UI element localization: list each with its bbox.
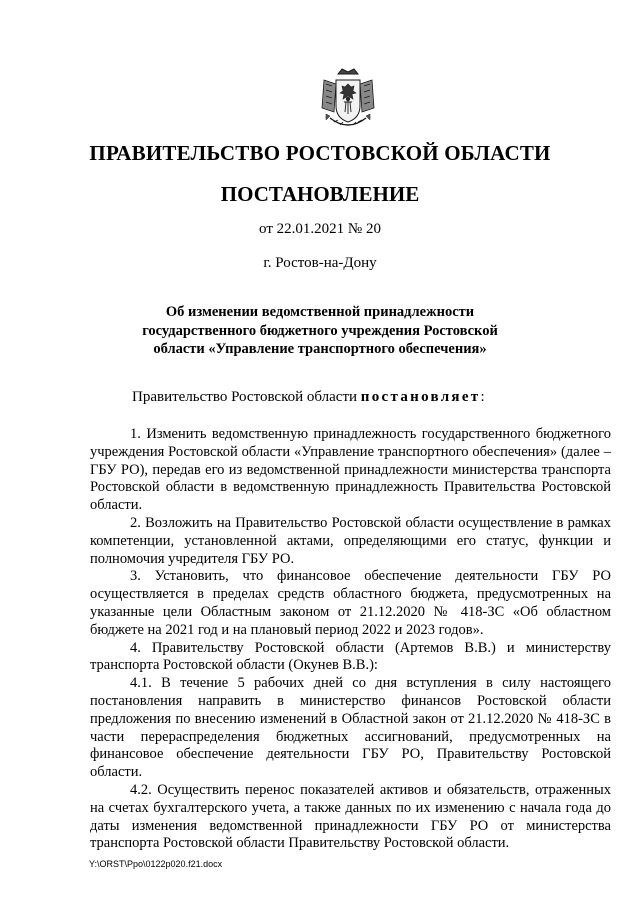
paragraph-4-2: 4.2. Осуществить перенос показателей активов и обязательств, отраженных на счетах бухгалтерского учета, а также данных по их изменению с начала года до даты изменения ведомственной принадлежности ГБУ РО от министерства транспорта Ростовской области Правительству Ростовской области. bbox=[90, 781, 611, 852]
document-body bbox=[90, 426, 611, 853]
paragraph-4: 4. Правительству Ростовской области (Артемов В.В.) и министерству транспорта Ростовской области (Окунев В.В.): bbox=[90, 639, 611, 674]
subject-line: государственного бюджетного учреждения Ростовской bbox=[142, 322, 498, 339]
paragraph-4-1: 4.1. В течение 5 рабочих дней со дня вступления в силу настоящего постановления направить в министерство финансов Ростовской области предложения по внесению изменений в Областной закон от 21.12.2020 № 418-ЗС в части перераспределения бюджетных ассигнований, предусмотренных на финансовое обеспечение деятельности ГБУ РО, Правительству Ростовской области. bbox=[90, 675, 611, 781]
document-type: ПОСТАНОВЛЕНИЕ bbox=[220, 182, 420, 206]
preamble-suffix: : bbox=[480, 389, 485, 405]
document-date-number: от 22.01.2021 № 20 bbox=[259, 221, 381, 237]
subject-line: Об изменении ведомственной принадлежности bbox=[165, 304, 475, 320]
coat-of-arms-icon bbox=[316, 66, 380, 132]
preamble-prefix: Правительство Ростовской области bbox=[132, 389, 361, 405]
paragraph-2: 2. Возложить на Правительство Ростовской области осуществление в рамках компетенции, установленной актами, определяющими его статус, функции и полномочия учредителя ГБУ РО. bbox=[90, 514, 611, 567]
document-city: г. Ростов-на-Дону bbox=[263, 255, 377, 271]
document-subject bbox=[80, 303, 560, 359]
preamble bbox=[132, 389, 485, 406]
government-title: ПРАВИТЕЛЬСТВО РОСТОВСКОЙ ОБЛАСТИ bbox=[89, 141, 551, 165]
subject-line: области «Управление транспортного обеспечения» bbox=[153, 341, 487, 357]
preamble-emphasis: постановляет bbox=[360, 389, 481, 405]
footer-file-path: Y:\ORST\Ppo\0122p020.f21.docx bbox=[89, 859, 223, 869]
paragraph-3: 3. Установить, что финансовое обеспечение деятельности ГБУ РО осуществляется в пределах средств областного бюджета, предусмотренных на указанные цели Областным законом от 21.12.2020 № 418-ЗС «Об областном бюджете на 2021 год и на плановый период 2022 и 2023 годов». bbox=[90, 568, 611, 638]
paragraph-1: 1. Изменить ведомственную принадлежность государственного бюджетного учреждения Ростовской области «Управление транспортного обеспечения» (далее – ГБУ РО), передав его из ведомственной принадлежности министерства транспорта Ростовской области в ведомственную принадлежность Правительства Ростовской области. bbox=[90, 426, 611, 514]
